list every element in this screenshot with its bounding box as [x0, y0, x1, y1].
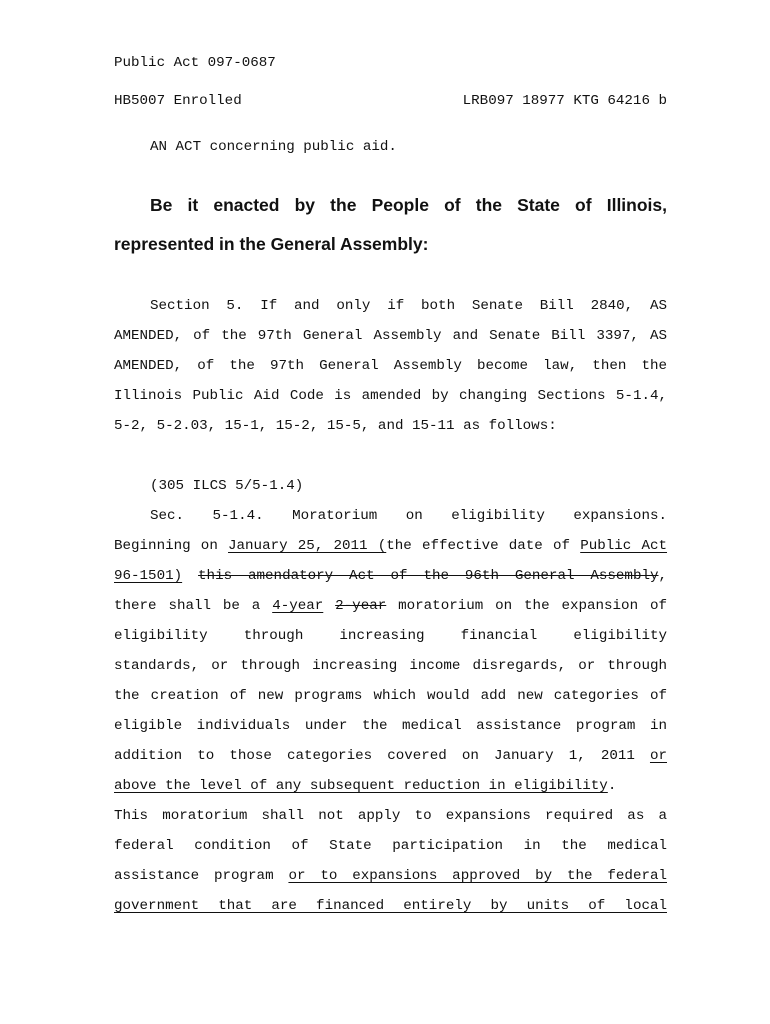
sec-line-14	[114, 896, 667, 916]
enactment-line-1: Be it enacted by the People of the State of Illinois,	[150, 195, 667, 215]
lrb-number: LRB097 18977 KTG 64216 b	[462, 93, 667, 109]
sec-line-10	[114, 776, 667, 796]
deleted-text: this amendatory Act of the 96th General Assembly	[198, 568, 659, 584]
section-5-line-2: AMENDED, of the 97th General Assembly and Senate Bill 3397, AS	[114, 328, 667, 344]
text-run: the effective date of	[386, 538, 581, 554]
inserted-text: Public Act	[580, 538, 668, 554]
act-title: AN ACT concerning public aid.	[150, 139, 397, 155]
inserted-text: 96-1501)	[114, 568, 183, 584]
sec-line-13	[114, 866, 667, 886]
inserted-text: above the level of any subsequent reduction in eligibility	[114, 778, 608, 794]
statute-citation: (305 ILCS 5/5-1.4)	[150, 478, 304, 494]
section-5-line-1: Section 5. If and only if both Senate Bill 2840, AS	[150, 298, 667, 314]
text-run: addition to those categories covered on January 1, 2011	[114, 748, 650, 764]
public-act-number: Public Act 097-0687	[114, 55, 276, 71]
sec-line-3	[114, 566, 667, 586]
text-run: there shall be a	[114, 598, 273, 614]
sec-line-5: eligibility through increasing financial eligibility	[114, 628, 667, 644]
sec-line-8: eligible individuals under the medical assistance program in	[114, 718, 667, 734]
sec-line-7: the creation of new programs which would add new categories of	[114, 688, 667, 704]
section-5-line-4: Illinois Public Aid Code is amended by changing Sections 5-1.4,	[114, 388, 667, 404]
text-run: ,	[658, 568, 668, 584]
sec-line-9	[114, 746, 667, 766]
sec-line-6: standards, or through increasing income disregards, or through	[114, 658, 667, 674]
sec-line-11: This moratorium shall not apply to expansions required as a	[114, 808, 667, 824]
section-5-line-5: 5-2, 5-2.03, 15-1, 15-2, 15-5, and 15-11 as follows:	[114, 418, 557, 434]
inserted-text: January 25, 2011 (	[228, 538, 387, 554]
text-run: moratorium on the expansion of	[386, 598, 667, 614]
text-run: .	[607, 778, 617, 794]
inserted-text: government that are financed entirely by units of local	[114, 898, 667, 914]
sec-line-2	[114, 536, 667, 556]
sec-line-12: federal condition of State participation in the medical	[114, 838, 667, 854]
inserted-text: or	[649, 748, 667, 764]
section-5-line-3: AMENDED, of the 97th General Assembly become law, then the	[114, 358, 667, 374]
text-run: assistance program	[114, 868, 289, 884]
text-run: Beginning on	[114, 538, 229, 554]
sec-heading-line: Sec. 5-1.4. Moratorium on eligibility expansions.	[150, 508, 667, 524]
deleted-text: 2-year	[335, 598, 387, 614]
inserted-text: or to expansions approved by the federal	[288, 868, 667, 884]
inserted-text: 4-year	[272, 598, 324, 614]
bill-number: HB5007 Enrolled	[114, 93, 242, 109]
enactment-line-2: represented in the General Assembly:	[114, 234, 429, 254]
sec-line-4	[114, 596, 667, 616]
